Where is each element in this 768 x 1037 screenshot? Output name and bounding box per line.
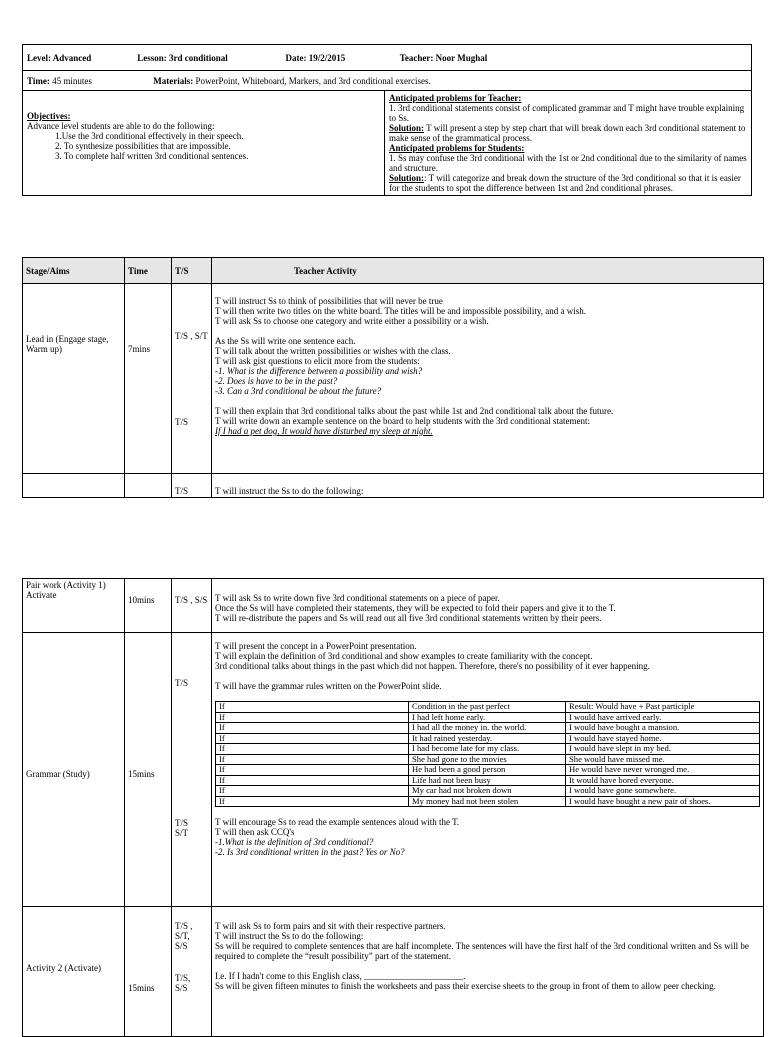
leadin-question: -3. Can a 3rd conditional be about the future? <box>215 386 382 396</box>
rule-cell: She had gone to the movies <box>409 754 566 765</box>
activity2-line: Ss will be given fifteen minutes to finish the worksheets and pass their exercise sheets to the group in front of them to allow peer checking. <box>215 981 716 991</box>
time-value: 45 minutes <box>49 75 92 86</box>
leadin-line: T will ask Ss to choose one category and write either a possibility or a wish. <box>215 316 489 326</box>
pairwork-time: 10mins <box>125 579 172 633</box>
next-time <box>125 474 172 498</box>
leadin-line: T will instruct Ss to think of possibilities that will never be true <box>215 296 443 306</box>
leadin-example: If I had a pet dog, It would have disturbed my sleep at night. <box>215 426 433 436</box>
rule-cell: My car had not broken down <box>409 786 566 797</box>
leadin-activity <box>212 284 764 474</box>
ap-teacher-solution: T will present a step by step chart that will break down each 3rd conditional statement to make sense of the grammatical process. <box>389 123 746 143</box>
col-time: Time <box>125 258 172 284</box>
rule-cell: I would have gone somewhere. <box>566 786 760 797</box>
pairwork-line: Once the Ss will have completed their statements, they will be expected to fold their papers and give it to the T. <box>215 603 616 613</box>
objective-1: 1.Use the 3rd conditional effectively in their speech. <box>55 131 244 141</box>
rule-row <box>216 712 760 723</box>
grammar-ts-2: T/S S/T <box>175 818 189 838</box>
objective-2: 2. To synthesize possibilities that are impossible. <box>55 141 231 151</box>
grammar-line: T will explain the definition of 3rd conditional and show examples to create familiarity with the concept. <box>215 651 593 661</box>
activity2-activity <box>212 907 764 1037</box>
grammar-ts <box>172 633 212 907</box>
lesson-header-table <box>22 44 752 196</box>
rule-cell: I would have slept in my bed. <box>566 744 760 755</box>
grammar-line: T will then ask CCQ's <box>215 827 295 837</box>
grammar-ts-1: T/S <box>175 678 189 688</box>
objectives-intro: Advance level students are able to do the following: <box>27 121 215 131</box>
col-activity: Teacher Activity <box>212 258 764 284</box>
time-label: Time: <box>27 75 50 86</box>
pairwork-ts: T/S , S/S <box>172 579 212 633</box>
rule-cell: I had become late for my class. <box>409 744 566 755</box>
leadin-line: As the Ss will write one sentence each. <box>215 336 356 346</box>
leadin-ts <box>172 284 212 474</box>
rule-cell: If <box>216 775 409 786</box>
teacher-label: Teacher: Noor Mughal <box>399 52 488 63</box>
grammar-activity <box>212 633 764 907</box>
grammar-line: T will present the concept in a PowerPoint presentation. <box>215 641 417 651</box>
rule-cell: If <box>216 712 409 723</box>
ap-teacher-1: 1. 3rd conditional statements consist of complicated grammar and T might have trouble explaining to Ss. <box>389 103 745 123</box>
rule-cell: I would have bought a new pair of shoes. <box>566 796 760 807</box>
objectives-title: Objectives: <box>27 111 71 121</box>
col-stage: Stage/Aims <box>23 258 125 284</box>
rule-row <box>216 702 760 713</box>
rule-row <box>216 723 760 734</box>
activity2-line: Ss will be required to complete sentences that are half incomplete. The sentences will have the first half of the 3rd conditional written and Ss will be required to complete the “result possibility” part of the statement. <box>215 941 749 961</box>
materials-value: PowerPoint, Whiteboard, Markers, and 3rd conditional exercises. <box>193 75 431 86</box>
rule-cell: He would have never wronged me. <box>566 765 760 776</box>
time-materials-row <box>23 71 752 91</box>
pairwork-line: T will re-distribute the papers and Ss will read out all five 3rd conditional statements written by their peers. <box>215 613 602 623</box>
grammar-line: T will have the grammar rules written on the PowerPoint slide. <box>215 681 442 691</box>
leadin-stage: Lead in (Engage stage, Warm up) <box>23 284 125 474</box>
pairwork-stage: Pair work (Activity 1) Activate <box>23 579 125 633</box>
rule-cell: It would have bored everyone. <box>566 775 760 786</box>
rule-cell: I would have arrived early. <box>566 712 760 723</box>
ap-students-title: Anticipated problems for Students: <box>389 143 525 153</box>
lesson-label: Lesson: 3rd conditional <box>137 52 228 63</box>
rule-cell: Life had not been busy <box>409 775 566 786</box>
grammar-ccq: -1.What is the definition of 3rd conditional? <box>215 837 374 847</box>
rule-row <box>216 733 760 744</box>
ap-teacher-title: Anticipated problems for Teacher: <box>389 93 522 103</box>
rule-cell: If <box>216 786 409 797</box>
rule-row <box>216 786 760 797</box>
rule-cell: Result: Would have + Past participle <box>566 702 760 713</box>
leadin-line: T will then explain that 3rd conditional talks about the past while 1st and 2nd conditional talk about the future. <box>215 406 614 416</box>
rule-cell: If <box>216 702 409 713</box>
grammar-line: 3rd conditional talks about things in the past which did not happen. Therefore, there's no possibility of it ever happening. <box>215 661 650 671</box>
next-ts: T/S <box>172 474 212 498</box>
level-label: Level: Advanced <box>27 52 92 63</box>
leadin-time: 7mins <box>125 284 172 474</box>
rule-row <box>216 775 760 786</box>
pairwork-activity <box>212 579 764 633</box>
rule-row <box>216 765 760 776</box>
leadin-line: T will then write two titles on the white board. The titles will be and impossible possibility, and a wish. <box>215 306 587 316</box>
leadin-ts-1: T/S , S/T <box>175 331 208 341</box>
activity2-stage: Activity 2 (Activate) <box>23 907 125 1037</box>
activity2-time: 15mins <box>125 907 172 1037</box>
next-activity: T will instruct the Ss to do the following: <box>212 474 764 498</box>
rule-cell: It had rained yesterday. <box>409 733 566 744</box>
materials-label: Materials: <box>153 75 194 86</box>
leadin-ts-2: T/S <box>175 417 189 427</box>
grammar-ccq: -2. Is 3rd conditional written in the past? Yes or No? <box>215 847 405 857</box>
ap-students-solution: : T will categorize and break down the structure of the 3rd conditional so that it is easier for the students to spot the difference between 1st and 2nd conditional phrases. <box>389 173 741 193</box>
leadin-question: -2. Does is have to be in the past? <box>215 376 338 386</box>
leadin-question: -1. What is the difference between a possibility and wish? <box>215 366 423 376</box>
rule-cell: If <box>216 796 409 807</box>
rule-cell: He had been a good person <box>409 765 566 776</box>
activity2-line: T will ask Ss to form pairs and sit with their respective partners. <box>215 921 446 931</box>
rule-cell: My money had not been stolen <box>409 796 566 807</box>
ap-students-1: 1. Ss may confuse the 3rd conditional with the 1st or 2nd conditional due to the similarity of names and structure. <box>389 153 747 173</box>
rule-cell: If <box>216 754 409 765</box>
rule-cell: If <box>216 744 409 755</box>
leadin-line: T will write down an example sentence on the board to help students with the 3rd conditional statement: <box>215 416 590 426</box>
rule-cell: Condition in the past perfect <box>409 702 566 713</box>
rule-cell: I would have stayed home. <box>566 733 760 744</box>
activity-table-2 <box>22 578 764 1037</box>
activity2-ts-1: T/S , S/T, S/S <box>175 921 193 951</box>
rule-row <box>216 796 760 807</box>
grammar-rules-table <box>215 701 760 807</box>
rule-row <box>216 744 760 755</box>
rule-cell: She would have missed me. <box>566 754 760 765</box>
rule-cell: If <box>216 765 409 776</box>
objectives-cell <box>23 91 385 196</box>
col-ts: T/S <box>172 258 212 284</box>
activity2-line: T will instruct the Ss to do the following: <box>215 931 364 941</box>
rule-row <box>216 754 760 765</box>
header-info-row <box>23 45 752 71</box>
rule-cell: I had all the money in. the world. <box>409 723 566 734</box>
activity2-ts-2: T/S, S/S <box>175 973 191 993</box>
anticipated-problems-cell <box>385 91 752 196</box>
leadin-line: T will ask gist questions to elicit more from the students: <box>215 356 420 366</box>
ap-teacher-solution-label: Solution: <box>389 123 425 133</box>
pairwork-line: T will ask Ss to write down five 3rd conditional statements on a piece of paper. <box>215 593 500 603</box>
activity-table-1 <box>22 257 764 498</box>
leadin-line: T will talk about the written possibilities or wishes with the class. <box>215 346 451 356</box>
grammar-stage: Grammar (Study) <box>23 633 125 907</box>
rule-cell: I had left home early. <box>409 712 566 723</box>
rule-cell: If <box>216 733 409 744</box>
grammar-time: 15mins <box>125 633 172 907</box>
grammar-line: T will encourage Ss to read the example sentences aloud with the T. <box>215 817 460 827</box>
date-label: Date: 19/2/2015 <box>285 52 346 63</box>
rule-cell: If <box>216 723 409 734</box>
activity2-ts <box>172 907 212 1037</box>
next-stage <box>23 474 125 498</box>
objective-3: 3. To complete half written 3rd conditional sentences. <box>55 151 249 161</box>
ap-students-solution-label: Solution: <box>389 173 425 183</box>
rule-cell: I would have bought a mansion. <box>566 723 760 734</box>
activity2-example: I.e. If I hadn't come to this English class, ______________________. <box>215 971 466 981</box>
